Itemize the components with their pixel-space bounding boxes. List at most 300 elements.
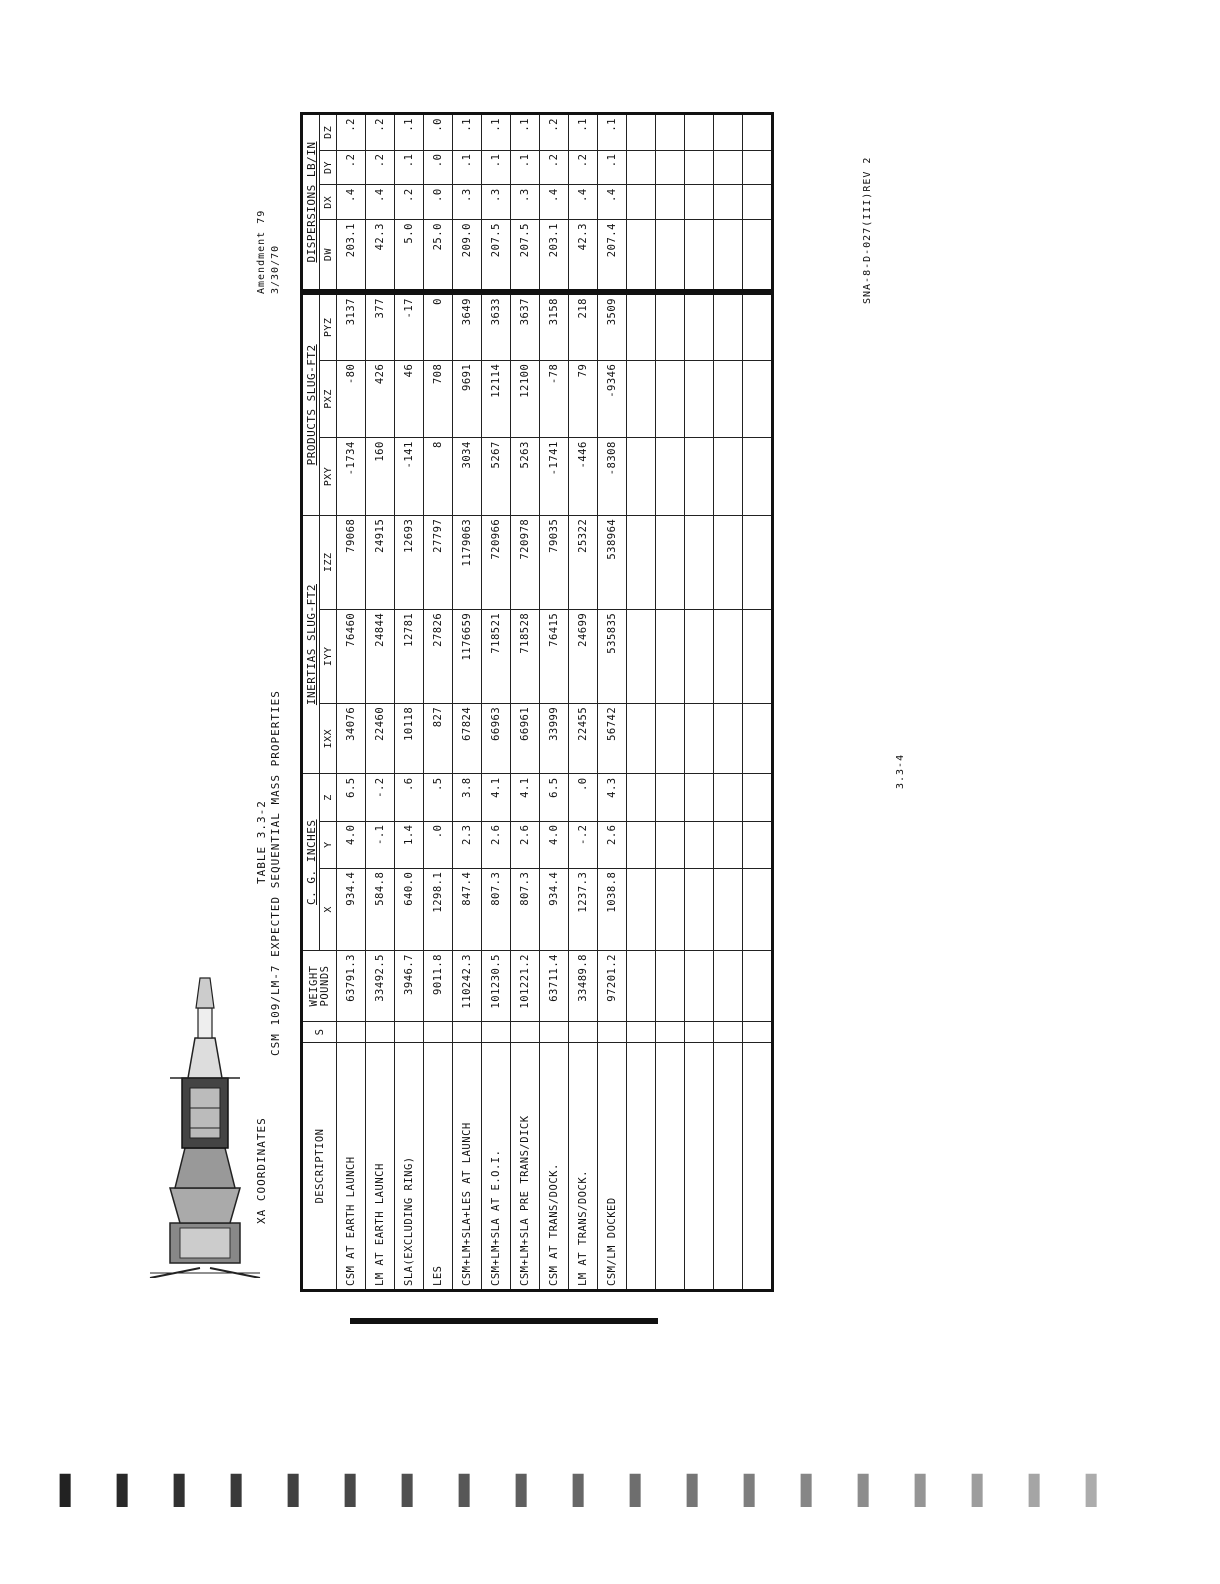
blank-cell	[685, 360, 714, 438]
edge-mark-icon: ▌	[744, 1474, 766, 1507]
cell-ixx: 67824	[453, 703, 482, 774]
cell-dz: .1	[395, 114, 424, 151]
blank-cell	[656, 360, 685, 438]
blank-cell	[627, 515, 656, 609]
cell-iyy: 27826	[424, 609, 453, 703]
cell-pxy: -1741	[540, 438, 569, 516]
cell-z: 4.1	[482, 774, 511, 821]
cell-dx: .3	[453, 185, 482, 220]
blank-cell	[743, 609, 773, 703]
cell-weight: 110242.3	[453, 951, 482, 1022]
cell-dw: 42.3	[366, 220, 395, 291]
row-description: CSM AT EARTH LAUNCH	[337, 1043, 366, 1291]
cell-z: 6.5	[540, 774, 569, 821]
blank-cell	[714, 360, 743, 438]
table-row	[482, 114, 511, 291]
cell-pyz: 3637	[511, 294, 540, 361]
cell-dw: 203.1	[337, 220, 366, 291]
cell-dz: .2	[337, 114, 366, 151]
cell-iyy: 12781	[395, 609, 424, 703]
amendment: Amendment 79	[256, 209, 267, 294]
blank-cell	[685, 294, 714, 361]
cell-dz: .0	[424, 114, 453, 151]
cell-dw: 25.0	[424, 220, 453, 291]
cell-x: 807.3	[482, 868, 511, 950]
cell-ixx: 56742	[598, 703, 627, 774]
blank-cell	[714, 1022, 743, 1043]
cell-pyz: 218	[569, 294, 598, 361]
blank-cell	[714, 703, 743, 774]
row-s	[511, 1022, 540, 1043]
cell-ixx: 827	[424, 703, 453, 774]
table-row	[482, 294, 511, 1291]
blank-row	[656, 294, 685, 1291]
dx-header: DX	[320, 185, 337, 220]
dy-header: DY	[320, 150, 337, 185]
cell-ixx: 33999	[540, 703, 569, 774]
cell-dx: .3	[511, 185, 540, 220]
edge-mark-icon: ▌	[801, 1474, 823, 1507]
pxz-header: PXZ	[320, 360, 337, 438]
cell-izz: 25322	[569, 515, 598, 609]
edge-mark-icon: ▌	[459, 1474, 481, 1507]
blank-cell	[627, 609, 656, 703]
table-row	[598, 114, 627, 291]
blank-cell	[627, 185, 656, 220]
blank-cell	[685, 438, 714, 516]
blank-cell	[656, 294, 685, 361]
cell-dw: 42.3	[569, 220, 598, 291]
edge-mark-icon: ▌	[915, 1474, 937, 1507]
dispersions-group-header: DISPERSIONS LB/IN	[302, 114, 320, 291]
row-s	[366, 1022, 395, 1043]
blank-cell	[627, 774, 656, 821]
edge-mark-icon: ▌	[345, 1474, 367, 1507]
edge-mark-icon: ▌	[972, 1474, 994, 1507]
cell-pxz: 79	[569, 360, 598, 438]
cell-izz: 24915	[366, 515, 395, 609]
blank-cell	[685, 868, 714, 950]
cell-iyy: 535835	[598, 609, 627, 703]
cell-dz: .1	[511, 114, 540, 151]
blank-cell	[627, 703, 656, 774]
table-row	[540, 294, 569, 1291]
cell-y: -.1	[366, 821, 395, 868]
cell-z: 6.5	[337, 774, 366, 821]
cell-dz: .2	[366, 114, 395, 151]
cell-x: 934.4	[540, 868, 569, 950]
blank-cell	[627, 821, 656, 868]
table-row	[511, 114, 540, 291]
table-row	[569, 294, 598, 1291]
row-description: CSM+LM+SLA+LES AT LAUNCH	[453, 1043, 482, 1291]
table-row	[337, 114, 366, 291]
products-group-header: PRODUCTS SLUG-FT2	[302, 294, 320, 516]
row-s	[482, 1022, 511, 1043]
cell-weight: 3946.7	[395, 951, 424, 1022]
blank-cell	[743, 220, 773, 291]
table-row	[511, 294, 540, 1291]
cell-pxz: -80	[337, 360, 366, 438]
row-description: LES	[424, 1043, 453, 1291]
blank-cell	[714, 1043, 743, 1291]
blank-cell	[627, 438, 656, 516]
cell-weight: 33489.8	[569, 951, 598, 1022]
blank-cell	[743, 515, 773, 609]
cell-dy: .1	[453, 150, 482, 185]
blank-cell	[714, 868, 743, 950]
cell-y: 1.4	[395, 821, 424, 868]
blank-cell	[743, 774, 773, 821]
blank-cell	[685, 220, 714, 291]
edge-mark-icon: ▌	[573, 1474, 595, 1507]
row-description: CSM+LM+SLA AT E.O.I.	[482, 1043, 511, 1291]
blank-cell	[656, 1022, 685, 1043]
cell-z: .0	[569, 774, 598, 821]
dw-header: DW	[320, 220, 337, 291]
dispersions-body	[337, 114, 773, 291]
cell-dy: .1	[395, 150, 424, 185]
cell-ixx: 10118	[395, 703, 424, 774]
blank-row	[656, 114, 685, 291]
cell-y: 2.6	[598, 821, 627, 868]
cell-izz: 79035	[540, 515, 569, 609]
cell-izz: 538964	[598, 515, 627, 609]
edge-mark-icon: ▌	[1086, 1474, 1108, 1507]
cell-ixx: 66961	[511, 703, 540, 774]
cell-izz: 1179063	[453, 515, 482, 609]
cell-dx: .4	[366, 185, 395, 220]
blank-cell	[656, 220, 685, 291]
blank-cell	[627, 294, 656, 361]
table-row	[598, 294, 627, 1291]
edge-mark-icon: ▌	[174, 1474, 196, 1507]
row-description: SLA(EXCLUDING RING)	[395, 1043, 424, 1291]
blank-cell	[685, 185, 714, 220]
edge-mark-icon: ▌	[630, 1474, 652, 1507]
cell-izz: 12693	[395, 515, 424, 609]
blank-cell	[627, 150, 656, 185]
cell-x: 934.4	[337, 868, 366, 950]
row-s	[453, 1022, 482, 1043]
blank-cell	[627, 951, 656, 1022]
ixx-header: IXX	[320, 703, 337, 774]
table-row	[540, 114, 569, 291]
cell-dz: .1	[569, 114, 598, 151]
blank-cell	[656, 951, 685, 1022]
cell-iyy: 76415	[540, 609, 569, 703]
blank-row	[685, 294, 714, 1291]
blank-cell	[656, 114, 685, 151]
table-row	[337, 294, 366, 1291]
blank-cell	[743, 1043, 773, 1291]
cell-pyz: 3649	[453, 294, 482, 361]
cell-iyy: 1176659	[453, 609, 482, 703]
blank-row	[743, 294, 773, 1291]
cell-weight: 63791.3	[337, 951, 366, 1022]
cell-pxz: 46	[395, 360, 424, 438]
blank-cell	[656, 609, 685, 703]
blank-cell	[685, 150, 714, 185]
cell-pyz: 3158	[540, 294, 569, 361]
thick-rule	[350, 1318, 658, 1324]
cell-x: 1038.8	[598, 868, 627, 950]
blank-cell	[743, 821, 773, 868]
cell-dy: .2	[366, 150, 395, 185]
blank-cell	[743, 703, 773, 774]
table-row	[424, 114, 453, 291]
blank-cell	[627, 1022, 656, 1043]
cell-pyz: 0	[424, 294, 453, 361]
cell-x: 807.3	[511, 868, 540, 950]
blank-cell	[685, 1022, 714, 1043]
blank-cell	[627, 868, 656, 950]
cell-dz: .1	[453, 114, 482, 151]
cell-y: 2.6	[511, 821, 540, 868]
description-header: DESCRIPTION	[302, 1043, 337, 1291]
blank-cell	[743, 294, 773, 361]
blank-cell	[743, 114, 773, 151]
table-row	[366, 294, 395, 1291]
cell-pxz: 708	[424, 360, 453, 438]
blank-cell	[714, 114, 743, 151]
blank-row	[685, 114, 714, 291]
cell-dw: 207.4	[598, 220, 627, 291]
cell-iyy: 24844	[366, 609, 395, 703]
blank-cell	[743, 438, 773, 516]
row-description: LM AT TRANS/DOCK.	[569, 1043, 598, 1291]
blank-cell	[656, 868, 685, 950]
cell-dy: .1	[482, 150, 511, 185]
cell-z: 4.1	[511, 774, 540, 821]
blank-cell	[685, 703, 714, 774]
cell-dx: .4	[569, 185, 598, 220]
blank-cell	[656, 515, 685, 609]
weight-header: WEIGHT POUNDS	[302, 951, 337, 1022]
cell-z: 4.3	[598, 774, 627, 821]
cell-dw: 207.5	[511, 220, 540, 291]
mass-properties-table	[300, 292, 774, 1292]
blank-cell	[685, 1043, 714, 1291]
cg-z-header: Z	[320, 774, 337, 821]
iyy-header: IYY	[320, 609, 337, 703]
blank-cell	[743, 1022, 773, 1043]
cell-ixx: 34076	[337, 703, 366, 774]
cell-x: 847.4	[453, 868, 482, 950]
edge-mark-icon: ▌	[402, 1474, 424, 1507]
cell-dw: 209.0	[453, 220, 482, 291]
blank-cell	[743, 150, 773, 185]
cell-pxy: 5263	[511, 438, 540, 516]
cell-dy: .0	[424, 150, 453, 185]
coordinates-line: XA COORDINATES	[255, 1117, 268, 1224]
cell-y: 2.3	[453, 821, 482, 868]
cell-izz: 79068	[337, 515, 366, 609]
cell-pxy: -1734	[337, 438, 366, 516]
cell-weight: 101230.5	[482, 951, 511, 1022]
cell-dx: .3	[482, 185, 511, 220]
cell-dz: .1	[482, 114, 511, 151]
blank-cell	[743, 868, 773, 950]
cell-dx: .4	[540, 185, 569, 220]
blank-cell	[627, 220, 656, 291]
blank-cell	[656, 774, 685, 821]
cell-dx: .4	[598, 185, 627, 220]
cell-ixx: 22455	[569, 703, 598, 774]
blank-row	[743, 114, 773, 291]
cell-weight: 97201.2	[598, 951, 627, 1022]
blank-cell	[627, 360, 656, 438]
blank-cell	[656, 821, 685, 868]
cell-dy: .2	[337, 150, 366, 185]
edge-mark-icon: ▌	[516, 1474, 538, 1507]
cell-pxy: 3034	[453, 438, 482, 516]
row-s	[569, 1022, 598, 1043]
cell-dy: .1	[511, 150, 540, 185]
row-s	[395, 1022, 424, 1043]
cell-pyz: 3137	[337, 294, 366, 361]
row-description: CSM+LM+SLA PRE TRANS/DICK	[511, 1043, 540, 1291]
blank-cell	[656, 438, 685, 516]
edge-mark-icon: ▌	[288, 1474, 310, 1507]
inertias-group-header: INERTIAS SLUG-FT2	[302, 515, 320, 774]
edge-marks	[0, 1468, 1220, 1508]
cell-dy: .1	[598, 150, 627, 185]
blank-cell	[685, 114, 714, 151]
blank-cell	[714, 774, 743, 821]
cell-iyy: 718521	[482, 609, 511, 703]
cell-x: 640.0	[395, 868, 424, 950]
cell-z: .5	[424, 774, 453, 821]
cell-dy: .2	[540, 150, 569, 185]
cell-dy: .2	[569, 150, 598, 185]
blank-row	[627, 114, 656, 291]
cell-pxz: 12114	[482, 360, 511, 438]
cell-pyz: 3509	[598, 294, 627, 361]
cell-dz: .1	[598, 114, 627, 151]
cell-izz: 27797	[424, 515, 453, 609]
blank-cell	[656, 150, 685, 185]
cell-pxy: -141	[395, 438, 424, 516]
table-row	[424, 294, 453, 1291]
cell-izz: 720978	[511, 515, 540, 609]
document-id: SNA-8-D-027(III)REV 2	[862, 156, 873, 304]
row-description: CSM/LM DOCKED	[598, 1043, 627, 1291]
blank-cell	[627, 1043, 656, 1291]
blank-cell	[685, 774, 714, 821]
mass-properties-body	[337, 294, 773, 1291]
cell-dx: .4	[337, 185, 366, 220]
cell-x: 584.8	[366, 868, 395, 950]
blank-cell	[685, 821, 714, 868]
blank-cell	[714, 294, 743, 361]
cell-ixx: 66963	[482, 703, 511, 774]
cell-weight: 33492.5	[366, 951, 395, 1022]
cell-pxz: 12100	[511, 360, 540, 438]
dispersions-table	[300, 112, 774, 292]
blank-cell	[714, 821, 743, 868]
blank-cell	[656, 703, 685, 774]
cell-weight: 9011.8	[424, 951, 453, 1022]
cell-x: 1237.3	[569, 868, 598, 950]
cell-iyy: 76460	[337, 609, 366, 703]
cg-x-header: X	[320, 868, 337, 950]
blank-cell	[743, 185, 773, 220]
table-row	[395, 114, 424, 291]
edge-mark-icon: ▌	[858, 1474, 880, 1507]
row-s	[598, 1022, 627, 1043]
cell-dw: 5.0	[395, 220, 424, 291]
blank-cell	[714, 185, 743, 220]
pxy-header: PXY	[320, 438, 337, 516]
cell-dz: .2	[540, 114, 569, 151]
cell-pxz: -78	[540, 360, 569, 438]
row-description: CSM AT TRANS/DOCK.	[540, 1043, 569, 1291]
table-row	[366, 114, 395, 291]
blank-cell	[714, 150, 743, 185]
s-header: S	[302, 1022, 337, 1043]
blank-cell	[656, 185, 685, 220]
edge-mark-icon: ▌	[60, 1474, 82, 1507]
cell-pxz: 9691	[453, 360, 482, 438]
blank-cell	[714, 220, 743, 291]
blank-cell	[685, 515, 714, 609]
blank-cell	[714, 951, 743, 1022]
cell-dw: 203.1	[540, 220, 569, 291]
cell-dx: .2	[395, 185, 424, 220]
cell-ixx: 22460	[366, 703, 395, 774]
edge-mark-icon: ▌	[117, 1474, 139, 1507]
table-row	[395, 294, 424, 1291]
page-number: 3.3-4	[895, 753, 906, 789]
blank-row	[627, 294, 656, 1291]
blank-cell	[685, 951, 714, 1022]
vehicle-line: CSM 109/LM-7 EXPECTED SEQUENTIAL MASS PROPERTIES	[269, 690, 282, 1056]
edge-mark-icon: ▌	[687, 1474, 709, 1507]
cg-group-header: C. G. INCHES	[302, 774, 320, 951]
table-row	[569, 114, 598, 291]
blank-cell	[627, 114, 656, 151]
izz-header: IZZ	[320, 515, 337, 609]
blank-cell	[656, 1043, 685, 1291]
table-row	[453, 114, 482, 291]
edge-mark-icon: ▌	[231, 1474, 253, 1507]
cell-izz: 720966	[482, 515, 511, 609]
table-number: TABLE 3.3-2	[255, 800, 268, 884]
row-s	[424, 1022, 453, 1043]
csm-lm-spacecraft-icon	[140, 958, 270, 1278]
edge-mark-icon: ▌	[1029, 1474, 1051, 1507]
table-row	[453, 294, 482, 1291]
cell-y: 2.6	[482, 821, 511, 868]
cell-y: 4.0	[337, 821, 366, 868]
cell-z: 3.8	[453, 774, 482, 821]
blank-cell	[714, 609, 743, 703]
dz-header: DZ	[320, 114, 337, 151]
cell-z: -.2	[366, 774, 395, 821]
cell-pxy: -446	[569, 438, 598, 516]
cell-x: 1298.1	[424, 868, 453, 950]
cell-weight: 101221.2	[511, 951, 540, 1022]
cell-pxy: 8	[424, 438, 453, 516]
cell-y: -.2	[569, 821, 598, 868]
cg-y-header: Y	[320, 821, 337, 868]
cell-pxy: 160	[366, 438, 395, 516]
blank-cell	[743, 951, 773, 1022]
cell-dw: 207.5	[482, 220, 511, 291]
cell-weight: 63711.4	[540, 951, 569, 1022]
cell-pyz: 377	[366, 294, 395, 361]
